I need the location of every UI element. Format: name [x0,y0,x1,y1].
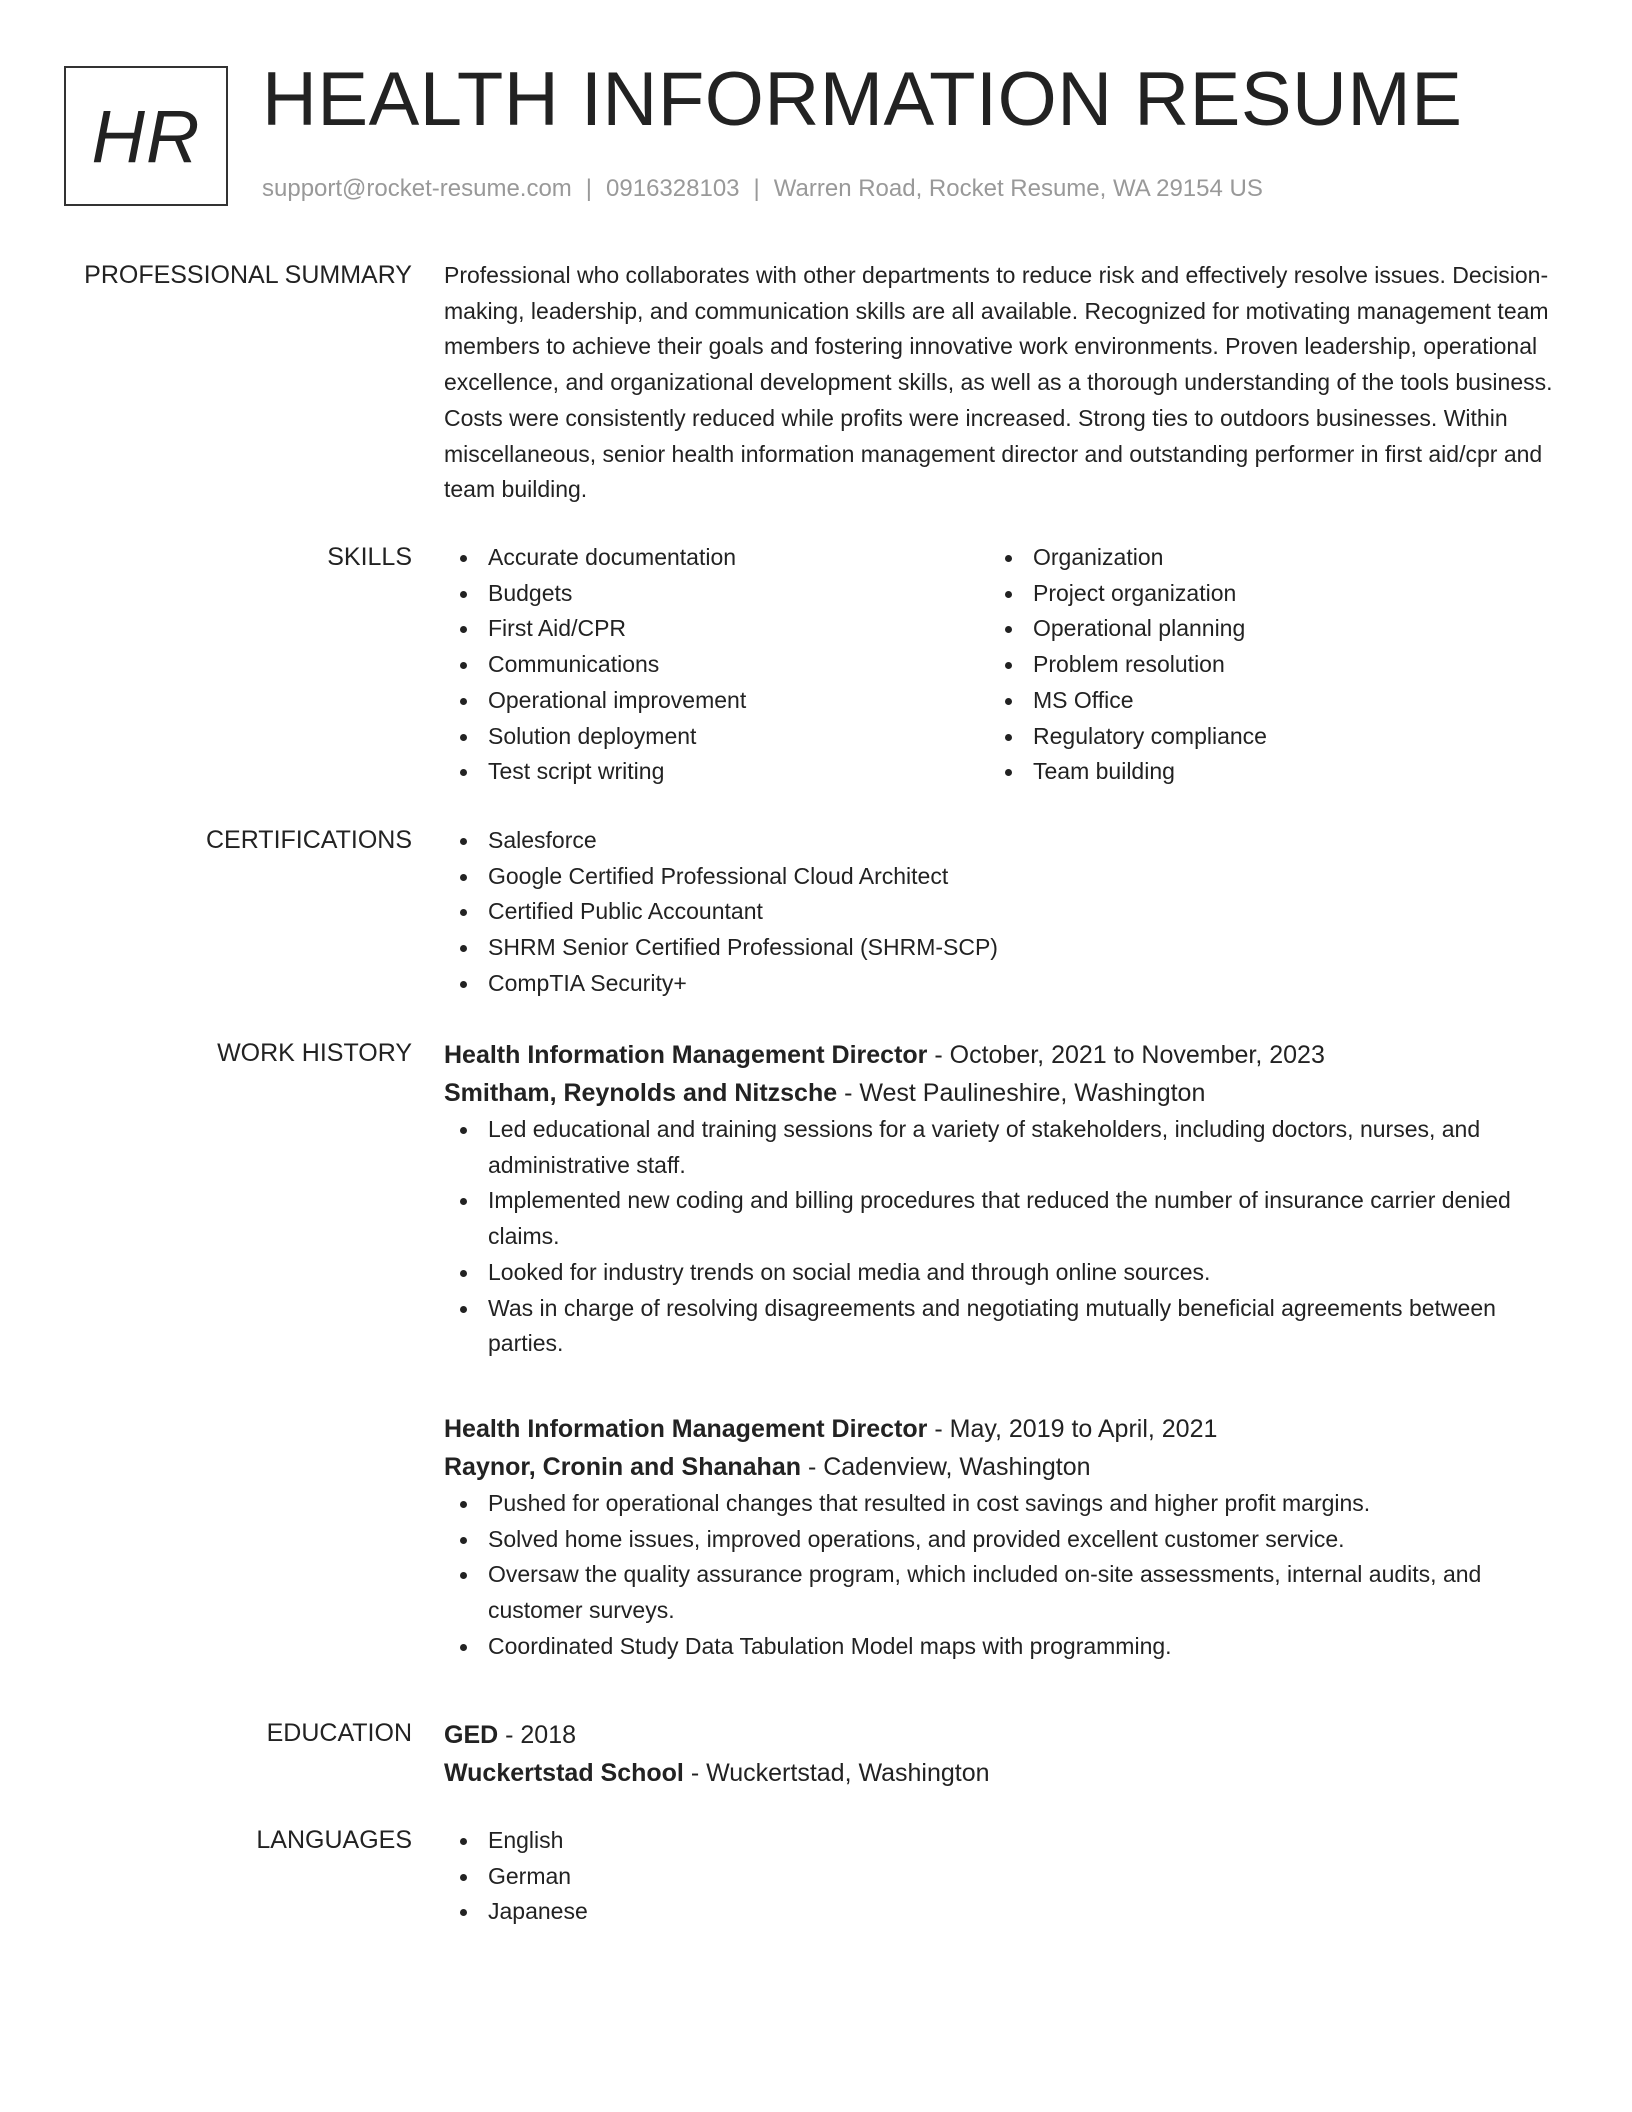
section-label-summary: PROFESSIONAL SUMMARY [84,261,412,289]
monogram-logo: HR [64,66,228,206]
language-item: German [444,1859,1564,1895]
contact-address: Warren Road, Rocket Resume, WA 29154 US [773,175,1263,202]
job-entry [444,1036,1564,1362]
summary-body [444,258,1564,508]
section-label-skills: SKILLS [327,543,412,571]
skills-list-right [989,540,1534,790]
skill-item: Operational planning [989,611,1534,647]
education-school: Wuckertstad School [444,1759,684,1787]
job-entry [444,1410,1564,1665]
certification-item: SHRM Senior Certified Professional (SHRM-SCP) [444,930,1564,966]
skill-item: Communications [444,647,989,683]
job-bullets [444,1486,1564,1665]
contact-email[interactable]: support@rocket-resume.com [262,175,572,202]
education-degree: GED [444,1721,499,1749]
skills-list-left [444,540,989,790]
job-bullet: Led educational and training sessions for a variety of stakeholders, including doctors, nurses, and administrative staff. [444,1112,1564,1183]
skill-item: Operational improvement [444,683,989,719]
skill-item: Problem resolution [989,647,1534,683]
section-label-certifications: CERTIFICATIONS [205,826,412,854]
certification-item: Google Certified Professional Cloud Architect [444,859,1564,895]
job-bullet: Pushed for operational changes that resulted in cost savings and higher profit margins. [444,1486,1564,1522]
job-company: Raynor, Cronin and Shanahan [444,1453,801,1481]
skill-item: Organization [989,540,1534,576]
job-title-line [444,1410,1564,1448]
contact-separator: | [753,175,760,202]
job-bullet: Solved home issues, improved operations, and provided excellent customer service. [444,1522,1564,1558]
language-item: English [444,1823,1564,1859]
job-bullets [444,1112,1564,1362]
certifications-list [444,823,1564,1002]
skill-item: Solution deployment [444,719,989,755]
job-company-line [444,1448,1564,1486]
skill-item: Regulatory compliance [989,719,1534,755]
education-location: - Wuckertstad, Washington [683,1759,990,1787]
job-location: - Cadenview, Washington [801,1453,1091,1481]
education-body [444,1716,1564,1792]
languages-body [444,1823,1564,1930]
job-company: Smitham, Reynolds and Nitzsche [444,1079,838,1107]
certification-item: Salesforce [444,823,1564,859]
languages-list [444,1823,1564,1930]
skill-item: Team building [989,754,1534,790]
section-label-work-history: WORK HISTORY [217,1039,412,1067]
contact-phone[interactable]: 0916328103 [606,175,740,202]
certification-item: CompTIA Security+ [444,966,1564,1002]
job-dates: - October, 2021 to November, 2023 [927,1041,1325,1069]
certifications-body [444,823,1564,1002]
job-company-line [444,1074,1564,1112]
job-title: Health Information Management Director [444,1415,928,1443]
job-bullet: Looked for industry trends on social media and through online sources. [444,1255,1564,1291]
job-title: Health Information Management Director [444,1041,928,1069]
job-title-line [444,1036,1564,1074]
section-label-education: EDUCATION [266,1719,412,1747]
contact-line [262,172,1263,206]
education-school-line [444,1754,1564,1792]
skill-item: Test script writing [444,754,989,790]
work-history-body [444,1036,1564,1659]
skill-item: Accurate documentation [444,540,989,576]
skill-item: First Aid/CPR [444,611,989,647]
certification-item: Certified Public Accountant [444,894,1564,930]
skill-item: Project organization [989,576,1534,612]
job-bullet: Oversaw the quality assurance program, which included on-site assessments, internal audits, and customer surveys. [444,1557,1564,1628]
skill-item: MS Office [989,683,1534,719]
job-bullet: Coordinated Study Data Tabulation Model maps with programming. [444,1629,1564,1665]
section-label-languages: LANGUAGES [256,1826,412,1854]
job-location: - West Paulineshire, Washington [837,1079,1206,1107]
job-bullet: Was in charge of resolving disagreements and negotiating mutually beneficial agreements between parties. [444,1291,1564,1362]
resume-title: HEALTH INFORMATION RESUME [262,57,1463,142]
language-item: Japanese [444,1894,1564,1930]
summary-text: Professional who collaborates with other departments to reduce risk and effectively resolve issues. Decision-making, leadership, and communication skills are all available. Recognized for motivating management team members to achieve their goals and fostering innovative work environments. Proven leadership, operational excellence, and organizational development skills, as well as a thorough understanding of the tools business. Costs were consistently reduced while profits were increased. Strong ties to outdoors businesses. Within miscellaneous, senior health information management director and outstanding performer in first aid/cpr and team building. [444,262,1553,503]
skills-body [444,540,1564,790]
job-bullet: Implemented new coding and billing procedures that reduced the number of insurance carrier denied claims. [444,1183,1564,1254]
job-dates: - May, 2019 to April, 2021 [927,1415,1218,1443]
skill-item: Budgets [444,576,989,612]
education-degree-line [444,1716,1564,1754]
contact-separator: | [585,175,593,202]
education-year: - 2018 [498,1721,577,1749]
